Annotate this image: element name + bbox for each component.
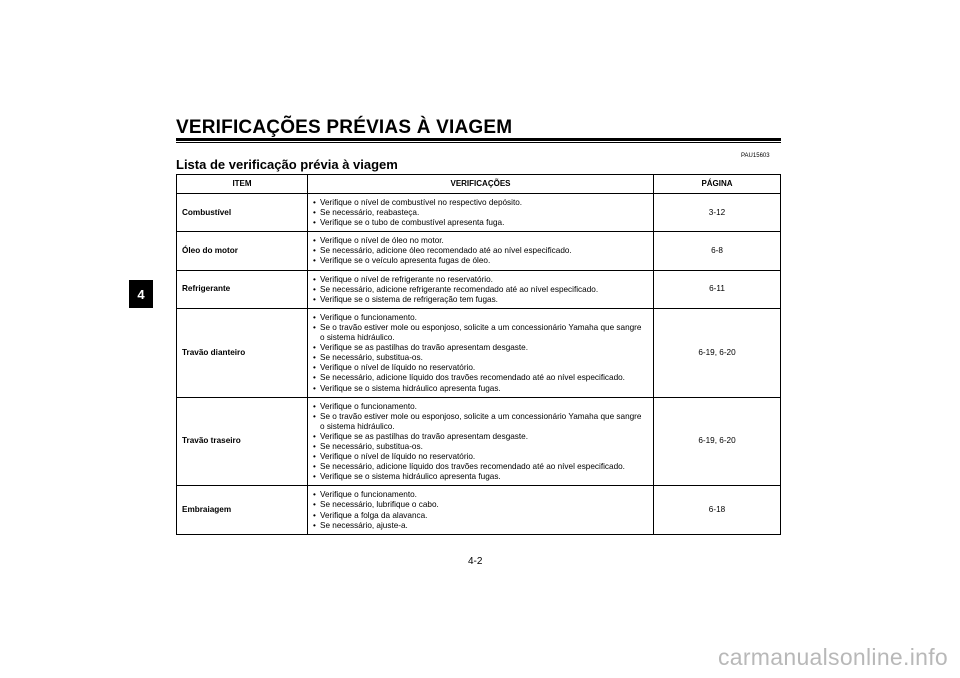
table-row xyxy=(177,308,781,397)
bullet-icon: • xyxy=(313,353,316,363)
check-item xyxy=(313,472,648,482)
check-text: Verifique o nível de refrigerante no reservatório. xyxy=(320,274,493,284)
bullet-icon: • xyxy=(313,373,316,383)
reference-code: PAU15603 xyxy=(741,153,770,159)
check-item xyxy=(313,285,648,295)
check-text: Verifique o nível de óleo no motor. xyxy=(320,236,444,246)
check-item xyxy=(313,373,648,383)
page-number: 4-2 xyxy=(468,556,483,567)
page-reference: 6-11 xyxy=(654,270,781,308)
check-text: Verifique o funcionamento. xyxy=(320,312,417,322)
bullet-icon: • xyxy=(313,312,316,322)
bullet-icon: • xyxy=(313,363,316,373)
check-text: Se necessário, adicione refrigerante recomendado até ao nível especificado. xyxy=(320,284,599,294)
bullet-icon: • xyxy=(313,208,316,218)
checks-list xyxy=(313,313,648,394)
check-text: Se necessário, substitua-os. xyxy=(320,441,423,451)
check-item xyxy=(313,275,648,285)
check-text: Verifique o funcionamento. xyxy=(320,401,417,411)
page-title: VERIFICAÇÕES PRÉVIAS À VIAGEM xyxy=(176,117,513,138)
checks-cell xyxy=(308,232,654,270)
check-item xyxy=(313,412,648,432)
bullet-icon: • xyxy=(313,343,316,353)
check-item xyxy=(313,432,648,442)
bullet-icon: • xyxy=(313,490,316,500)
checks-list xyxy=(313,198,648,228)
page-reference: 6-19, 6-20 xyxy=(654,308,781,397)
check-text: Se necessário, adicione líquido dos travões recomendado até ao nível especificado. xyxy=(320,373,625,383)
check-text: Verifique o nível de combustível no respectivo depósito. xyxy=(320,198,523,207)
header-page: PÁGINA xyxy=(654,175,781,194)
checks-cell xyxy=(308,194,654,232)
checklist-table xyxy=(176,174,781,535)
checklist-body xyxy=(177,194,781,535)
checks-list xyxy=(313,490,648,530)
check-text: Verifique o nível de líquido no reservatório. xyxy=(320,363,476,373)
check-text: Se o travão estiver mole ou esponjoso, solicite a um concessionário Yamaha que sangre o sistema hidráulico. xyxy=(320,322,642,343)
check-text: Verifique se o sistema de refrigeração tem fugas. xyxy=(320,294,498,304)
checks-cell xyxy=(308,397,654,486)
check-text: Verifique se as pastilhas do travão apresentam desgaste. xyxy=(320,431,528,441)
check-text: Se necessário, reabasteça. xyxy=(320,208,420,218)
bullet-icon: • xyxy=(313,431,316,441)
check-text: Verifique a folga da alavanca. xyxy=(320,510,428,520)
check-item xyxy=(313,218,648,228)
check-item xyxy=(313,236,648,246)
check-item xyxy=(313,343,648,353)
bullet-icon: • xyxy=(313,411,316,421)
bullet-icon: • xyxy=(313,256,316,266)
page-reference: 6-18 xyxy=(654,486,781,534)
check-text: Se o travão estiver mole ou esponjoso, solicite a um concessionário Yamaha que sangre o sistema hidráulico. xyxy=(320,411,642,431)
check-item xyxy=(313,208,648,218)
bullet-icon: • xyxy=(313,294,316,304)
header-item: ITEM xyxy=(177,175,308,194)
header-checks: VERIFICAÇÕES xyxy=(308,175,654,194)
table-row xyxy=(177,397,781,486)
check-item xyxy=(313,402,648,412)
chapter-tab: 4 xyxy=(129,280,153,308)
check-text: Verifique o nível de líquido no reservatório. xyxy=(320,452,476,462)
table-row xyxy=(177,486,781,534)
checks-cell xyxy=(308,270,654,308)
check-text: Se necessário, ajuste-a. xyxy=(320,520,408,530)
table-row xyxy=(177,232,781,270)
checks-cell xyxy=(308,308,654,397)
section-heading: Lista de verificação prévia à viagem xyxy=(176,157,398,172)
check-item xyxy=(313,490,648,500)
bullet-icon: • xyxy=(313,520,316,530)
check-text: Verifique se o sistema hidráulico apresenta fugas. xyxy=(320,383,501,393)
check-item xyxy=(313,442,648,452)
bullet-icon: • xyxy=(313,472,316,482)
checks-cell xyxy=(308,486,654,534)
table-row xyxy=(177,270,781,308)
check-item xyxy=(313,198,648,208)
page-reference: 3-12 xyxy=(654,194,781,232)
check-item xyxy=(313,363,648,373)
check-text: Se necessário, adicione óleo recomendado até ao nível especificado. xyxy=(320,246,572,256)
item-name: Refrigerante xyxy=(177,270,308,308)
check-text: Verifique se o veículo apresenta fugas de óleo. xyxy=(320,256,491,266)
check-text: Verifique o funcionamento. xyxy=(320,490,417,500)
bullet-icon: • xyxy=(313,383,316,393)
table-row xyxy=(177,194,781,232)
bullet-icon: • xyxy=(313,246,316,256)
check-item xyxy=(313,256,648,266)
check-text: Verifique se o tubo de combustível apresenta fuga. xyxy=(320,218,505,228)
item-name: Combustível xyxy=(177,194,308,232)
bullet-icon: • xyxy=(313,322,316,332)
item-name: Embraiagem xyxy=(177,486,308,534)
check-item xyxy=(313,452,648,462)
bullet-icon: • xyxy=(313,510,316,520)
bullet-icon: • xyxy=(313,284,316,294)
item-name: Travão dianteiro xyxy=(177,308,308,397)
bullet-icon: • xyxy=(313,452,316,462)
checks-list xyxy=(313,236,648,266)
check-item xyxy=(313,462,648,472)
item-name: Travão traseiro xyxy=(177,397,308,486)
item-name: Óleo do motor xyxy=(177,232,308,270)
bullet-icon: • xyxy=(313,462,316,472)
check-text: Verifique se o sistema hidráulico apresenta fugas. xyxy=(320,472,501,482)
check-item xyxy=(313,500,648,510)
check-text: Se necessário, adicione líquido dos travões recomendado até ao nível especificado. xyxy=(320,462,625,472)
checks-list xyxy=(313,402,648,483)
page-reference: 6-8 xyxy=(654,232,781,270)
check-item xyxy=(313,246,648,256)
bullet-icon: • xyxy=(313,274,316,284)
watermark: carmanualsonline.info xyxy=(717,644,948,670)
check-text: Se necessário, lubrifique o cabo. xyxy=(320,500,439,510)
check-text: Se necessário, substitua-os. xyxy=(320,353,423,363)
check-item xyxy=(313,323,648,343)
bullet-icon: • xyxy=(313,218,316,228)
check-item xyxy=(313,384,648,394)
table-header-row xyxy=(177,175,781,194)
page-reference: 6-19, 6-20 xyxy=(654,397,781,486)
bullet-icon: • xyxy=(313,500,316,510)
title-rule-thin xyxy=(176,142,781,143)
check-item xyxy=(313,511,648,521)
title-rule xyxy=(176,138,781,141)
checks-list xyxy=(313,275,648,305)
check-item xyxy=(313,313,648,323)
check-text: Verifique se as pastilhas do travão apresentam desgaste. xyxy=(320,343,528,353)
bullet-icon: • xyxy=(313,441,316,451)
bullet-icon: • xyxy=(313,198,316,207)
check-item xyxy=(313,521,648,531)
bullet-icon: • xyxy=(313,236,316,246)
check-item xyxy=(313,295,648,305)
bullet-icon: • xyxy=(313,401,316,411)
check-item xyxy=(313,353,648,363)
